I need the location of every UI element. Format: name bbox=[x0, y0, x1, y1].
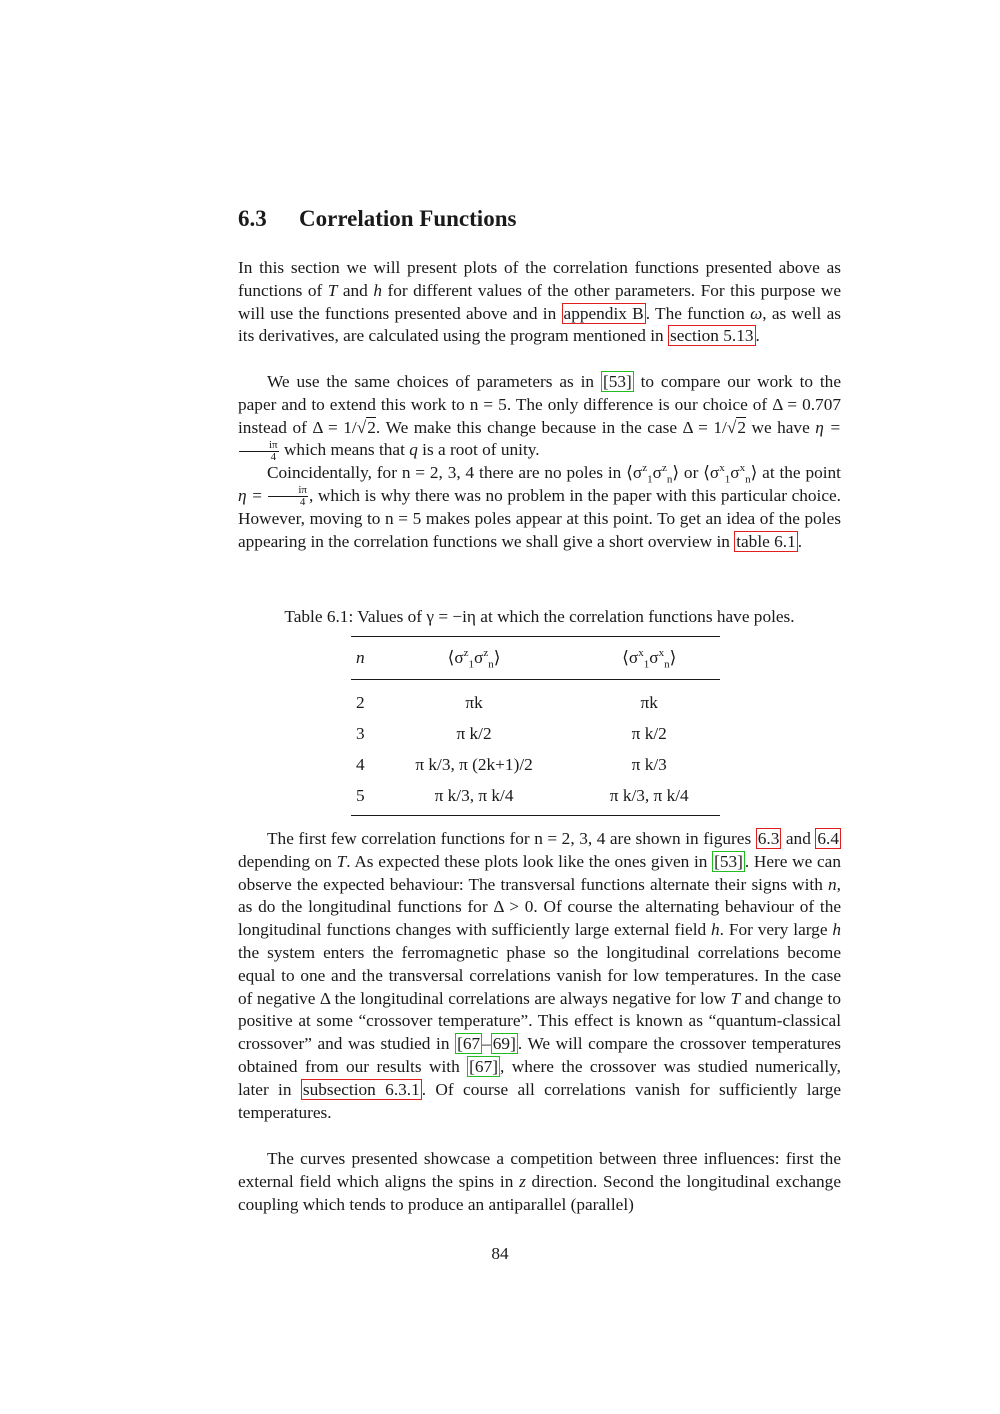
citation-69-link[interactable]: 69] bbox=[492, 1034, 516, 1054]
page-number: 84 bbox=[491, 1244, 509, 1263]
paragraph-2: We use the same choices of parameters as in [53] to compare our work to the paper and to extend this work to n = 5. The only difference is our choice of Δ = 0.707 instead of Δ = 1/√2. We make this change because in the case Δ = 1/√2 we have η = $\frac{i\pi}{4}$ which means that q is a root of unity. bbox=[238, 372, 841, 463]
cell-n: 4 bbox=[355, 754, 365, 774]
cell-n: 2 bbox=[355, 692, 365, 712]
citation-67-link[interactable]: [67] bbox=[469, 1056, 498, 1076]
figure-6-3-link[interactable]: 6.3 bbox=[757, 829, 780, 848]
cell-xx: π k/3, π k/4 bbox=[609, 785, 689, 805]
cell-n: 5 bbox=[355, 785, 365, 805]
cell-zz: π k/3, π k/4 bbox=[434, 785, 514, 805]
header-n: n bbox=[355, 648, 365, 667]
header-xx: $⟨\sigma^x_1\sigma^x_n⟩$ bbox=[622, 647, 677, 671]
paragraph-5: The curves presented showcase a competition between three influences: first the external field which aligns the spins in z direction. Second the longitudinal exchange coupling which tends to produce an antiparallel (parallel) bbox=[238, 1149, 841, 1214]
table-6-1-link[interactable]: table 6.1 bbox=[736, 532, 796, 552]
section-number: 6.3 bbox=[238, 206, 267, 231]
subsection-6-3-1-link[interactable]: subsection 6.3.1 bbox=[302, 1079, 420, 1099]
section-heading bbox=[238, 206, 841, 232]
header-zz: $⟨\sigma^z_1\sigma^z_n⟩$ bbox=[447, 647, 501, 671]
cell-zz: πk bbox=[465, 692, 483, 712]
cell-xx: πk bbox=[640, 692, 658, 712]
section-5-13-link[interactable]: section 5.13 bbox=[669, 326, 754, 346]
cell-xx: π k/2 bbox=[631, 723, 667, 743]
table-row bbox=[351, 780, 720, 816]
fraction-ipi-4: $\frac{i\pi}{4}$ bbox=[268, 485, 308, 508]
cell-xx: π k/3 bbox=[631, 754, 667, 774]
table-header-row bbox=[351, 637, 720, 680]
table-row bbox=[351, 749, 720, 780]
fraction-ipi-4: $\frac{i\pi}{4}$ bbox=[239, 440, 279, 463]
figure-6-4-link[interactable]: 6.4 bbox=[817, 829, 839, 848]
cell-zz: π k/2 bbox=[456, 723, 492, 743]
citation-53-link[interactable]: [53] bbox=[602, 372, 632, 391]
paragraph-3: Coincidentally, for n = 2, 3, 4 there are no poles in $⟨\sigma^z_1\sigma^z_n⟩$ or $⟨\sigma^x_1\sigma^x_n⟩$ at the point η = $\frac{i\pi}{4}$ , which is why there was no problem in the paper with this particular choice. However, moving to n = 5 makes poles appear at this point. To get an idea of the poles appearing in the correlation functions we shall give a short overview in table 6.1 . bbox=[238, 462, 841, 552]
poles-table bbox=[351, 636, 720, 816]
table-row bbox=[351, 718, 720, 749]
table-caption: Table 6.1: Values of γ = −iη at which the correlation functions have poles. bbox=[284, 607, 795, 626]
table-row bbox=[351, 680, 720, 719]
paragraph-1: In this section we will present plots of the correlation functions presented above as functions of T and h for different values of the other parameters. For this purpose we will use the functions presented above and in appendix B . The function ω, as well as its derivatives, are calculated using the program mentioned in section 5.13 . bbox=[238, 258, 841, 346]
citation-53-link[interactable]: [53] bbox=[714, 851, 743, 871]
section-title: Correlation Functions bbox=[299, 206, 517, 231]
cell-n: 3 bbox=[355, 723, 365, 743]
appendix-b-link[interactable]: appendix B bbox=[563, 303, 644, 323]
paragraph-4: The first few correlation functions for n = 2, 3, 4 are shown in figures 6.3 and 6.4 depending on T. As expected these plots look like the ones given in [53] . Here we can observe the expected behaviour: The transversal functions alternate their signs with n, as do the longitudinal functions for Δ > 0. Of course the alternating behaviour of the longitudinal functions changes with sufficiently large external field h. For very large h the system enters the ferromagnetic phase so the longitudinal correlations become equal to one and the transversal correlations vanish for low temperatures. In the case of negative Δ the longitudinal correlations are always negative for low T and change to positive at some “crossover temperature”. This effect is known as “quantum-classical crossover” and was studied in [67 – 69] . We will compare the crossover temperatures obtained from our results with [67] , where the crossover was studied numerically, later in subsection 6.3.1 . Of course all correlations vanish for sufficiently large temperatures. bbox=[238, 829, 842, 1122]
cell-zz: π k/3, π (2k+1)/2 bbox=[415, 754, 533, 774]
citation-67-link[interactable]: [67 bbox=[457, 1034, 481, 1054]
